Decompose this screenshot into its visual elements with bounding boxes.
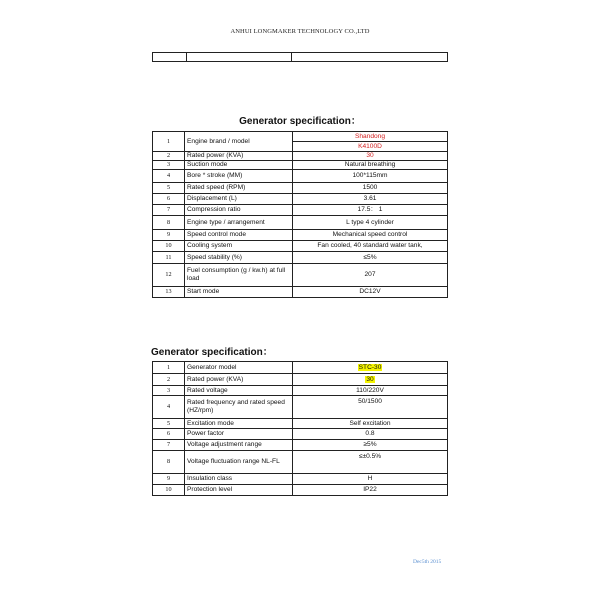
spec-item: Compression ratio xyxy=(185,205,293,216)
spec-item: Bore * stroke (MM) xyxy=(185,170,293,183)
table-row xyxy=(153,485,448,496)
spec-value: 50/1500 xyxy=(293,396,448,419)
spec-value: 0.8 xyxy=(293,429,448,440)
spec-item: Rated power (KVA) xyxy=(185,152,293,161)
table-row xyxy=(153,230,448,241)
spec-item: Start mode xyxy=(185,287,293,298)
table-row xyxy=(153,451,448,474)
table-row xyxy=(153,205,448,216)
spec-value: 110/220V xyxy=(293,386,448,396)
spec-value: 30 xyxy=(293,152,448,161)
engine-spec-table xyxy=(152,131,448,298)
row-number: 13 xyxy=(153,287,185,298)
generator-spec-table xyxy=(152,361,448,496)
row-number: 2 xyxy=(153,152,185,161)
spec-value: 100*115mm xyxy=(293,170,448,183)
spec-item: Voltage fluctuation range NL-FL xyxy=(185,451,293,474)
table-row xyxy=(153,474,448,485)
row-number: 6 xyxy=(153,429,185,440)
row-number: 3 xyxy=(153,386,185,396)
table-row xyxy=(153,287,448,298)
spec-item: Rated frequency and rated speed (HZ/rpm) xyxy=(185,396,293,419)
spec-value: 1500 xyxy=(293,183,448,194)
spec-value-highlighted: 30 xyxy=(366,375,374,383)
table-row xyxy=(153,216,448,230)
spec-item: Fuel consumption (g / kw.h) at full load xyxy=(185,264,293,287)
row-number: 5 xyxy=(153,183,185,194)
row-number: 3 xyxy=(153,161,185,170)
row-number: 5 xyxy=(153,419,185,429)
spec-value: H xyxy=(293,474,448,485)
row-number: 1 xyxy=(153,132,185,152)
table-row xyxy=(153,386,448,396)
table-row xyxy=(153,429,448,440)
table-row xyxy=(153,362,448,374)
spec-item: Speed stability (%) xyxy=(185,252,293,264)
spec-item: Protection level xyxy=(185,485,293,496)
row-number: 11 xyxy=(153,252,185,264)
table-row xyxy=(153,132,448,142)
row-number: 10 xyxy=(153,241,185,252)
spec-value: ≤5% xyxy=(293,252,448,264)
spec-value: DC12V xyxy=(293,287,448,298)
row-number: 2 xyxy=(153,374,185,386)
table-row xyxy=(153,152,448,161)
spec-item: Rated power (KVA) xyxy=(185,374,293,386)
generator-spec-title: Generator specification： xyxy=(151,347,273,358)
row-number: 7 xyxy=(153,205,185,216)
spec-item: Engine brand / model xyxy=(185,132,293,152)
table-row xyxy=(153,396,448,419)
spec-item: Engine type / arrangement xyxy=(185,216,293,230)
spec-value: K4100D xyxy=(293,142,448,152)
spec-value: Shandong xyxy=(293,132,448,142)
table-row xyxy=(153,194,448,205)
spec-item: Speed control mode xyxy=(185,230,293,241)
table-row xyxy=(153,252,448,264)
table-row xyxy=(153,374,448,386)
table-row xyxy=(153,183,448,194)
row-number: 8 xyxy=(153,216,185,230)
spec-value: ≥5% xyxy=(293,440,448,451)
spec-value: Mechanical speed control xyxy=(293,230,448,241)
spec-value: Self excitation xyxy=(293,419,448,429)
spec-item: Rated voltage xyxy=(185,386,293,396)
row-number: 1 xyxy=(153,362,185,374)
spec-value: Fan cooled, 40 standard water tank, xyxy=(293,241,448,252)
row-number: 8 xyxy=(153,451,185,474)
spec-value: IP22 xyxy=(293,485,448,496)
spec-value: 207 xyxy=(293,264,448,287)
spec-value: Natural breathing xyxy=(293,161,448,170)
table-row xyxy=(153,241,448,252)
table-row xyxy=(153,264,448,287)
table-row xyxy=(153,419,448,429)
table-row xyxy=(153,440,448,451)
spec-value: L type 4 cylinder xyxy=(293,216,448,230)
row-number: 10 xyxy=(153,485,185,496)
spec-item: Rated speed (RPM) xyxy=(185,183,293,194)
spec-value-highlighted: STC-30 xyxy=(358,363,382,371)
spec-item: Power factor xyxy=(185,429,293,440)
spec-item: Voltage adjustment range xyxy=(185,440,293,451)
table-row xyxy=(153,170,448,183)
spec-item: Generator model xyxy=(185,362,293,374)
document-date: Dec5th 2015 xyxy=(413,559,442,565)
row-number: 9 xyxy=(153,474,185,485)
previous-table-stub xyxy=(152,52,448,62)
spec-item: Suction mode xyxy=(185,161,293,170)
table-row xyxy=(153,161,448,170)
spec-item: Excitation mode xyxy=(185,419,293,429)
spec-value: 17.5： 1 xyxy=(293,205,448,216)
row-number: 4 xyxy=(153,170,185,183)
spec-item: Cooling system xyxy=(185,241,293,252)
row-number: 6 xyxy=(153,194,185,205)
company-header: ANHUI LONGMAKER TECHNOLOGY CO.,LTD xyxy=(230,28,370,35)
spec-item: Insulation class xyxy=(185,474,293,485)
engine-spec-title: Generator specification： xyxy=(239,116,361,127)
row-number: 7 xyxy=(153,440,185,451)
spec-item: Displacement (L) xyxy=(185,194,293,205)
spec-value: 3.61 xyxy=(293,194,448,205)
row-number: 4 xyxy=(153,396,185,419)
row-number: 12 xyxy=(153,264,185,287)
row-number: 9 xyxy=(153,230,185,241)
spec-value: ≤±0.5% xyxy=(293,451,448,474)
